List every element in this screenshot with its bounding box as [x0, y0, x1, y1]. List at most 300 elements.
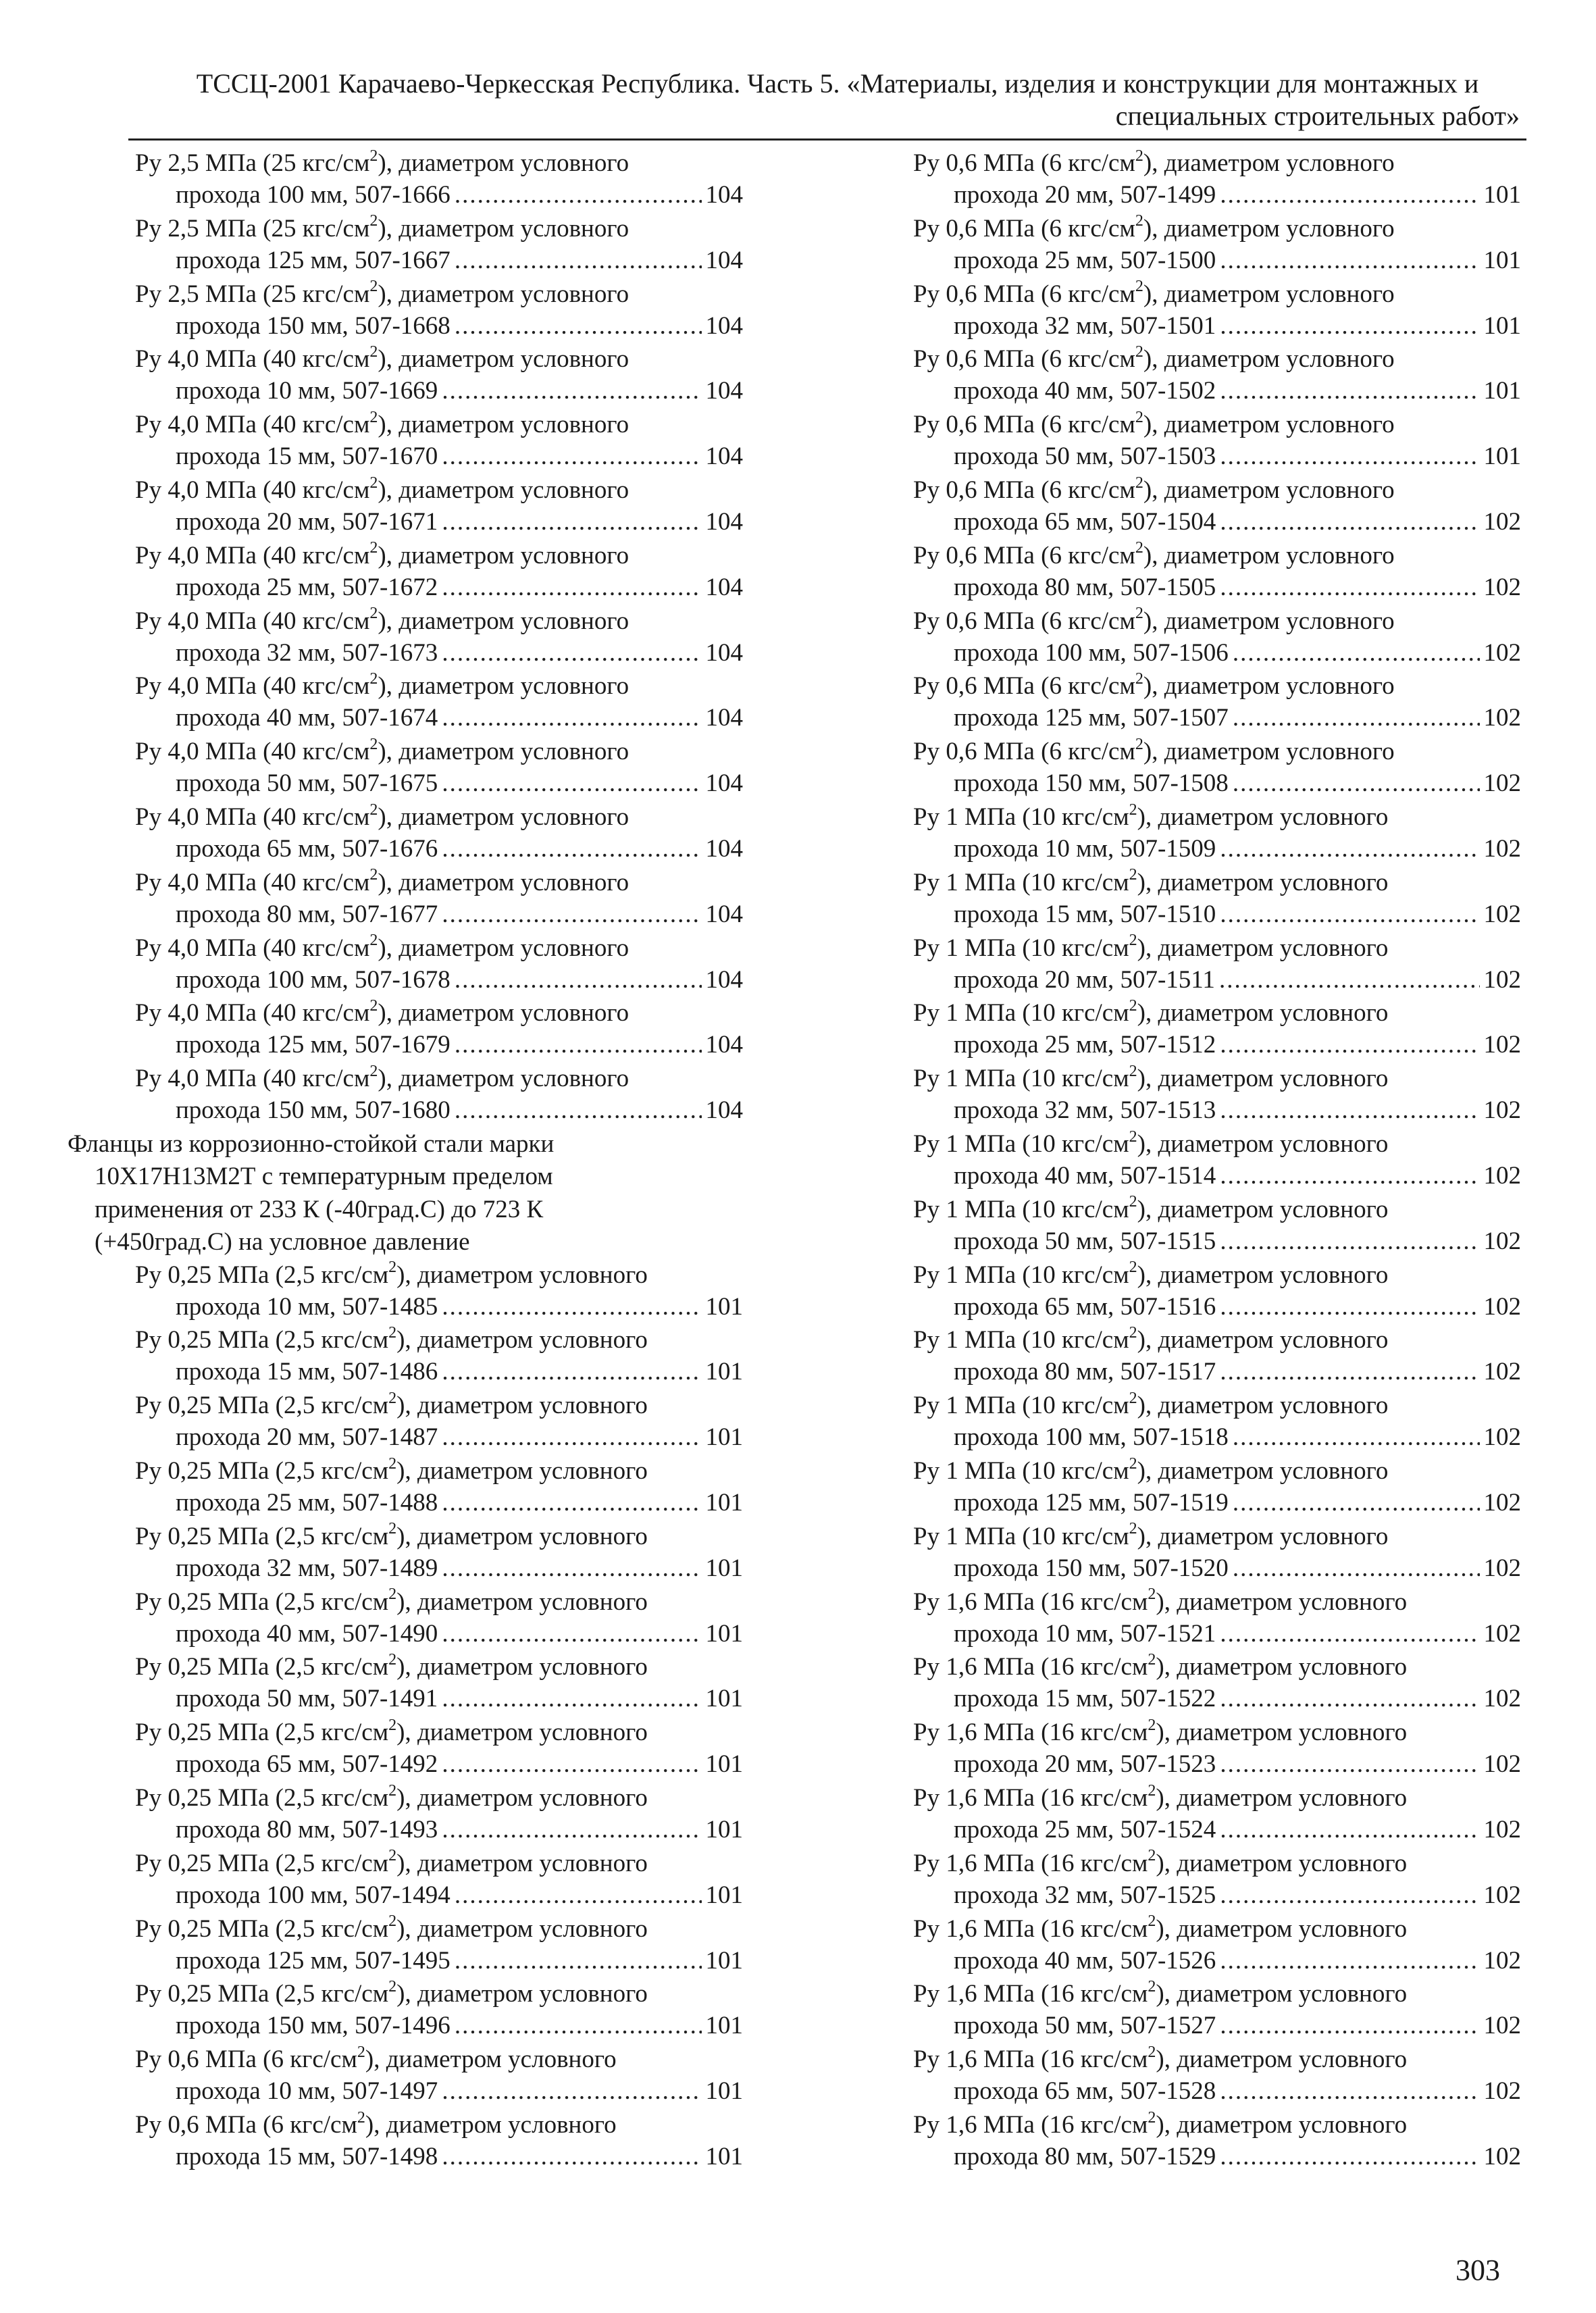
- entry-pressure: Ру 0,6 МПа (6 кгс/см: [913, 149, 1135, 177]
- entry-pressure-line: [913, 474, 1395, 507]
- superscript-2: 2: [357, 2108, 365, 2127]
- entry-page-ref: 102: [1483, 1096, 1521, 1125]
- superscript-2: 2: [1135, 474, 1143, 492]
- entry-diameter-text: ), диаметром условного: [1137, 1065, 1389, 1093]
- index-entry: [68, 1063, 743, 1128]
- entry-diameter-text: ), диаметром условного: [378, 1065, 629, 1093]
- entry-pressure-line: [913, 1063, 1388, 1095]
- entry-pressure-line: [135, 1978, 648, 2010]
- index-entry: [913, 867, 1521, 932]
- entry-diameter-text: ), диаметром условного: [1137, 1522, 1389, 1550]
- entry-size-code: прохода 20 мм, 507-1499: [954, 181, 1216, 209]
- superscript-2: 2: [369, 932, 378, 950]
- index-entry: [68, 2043, 743, 2109]
- entry-diameter-text: ), диаметром условного: [1143, 149, 1395, 177]
- entry-size-line: [954, 1814, 1521, 1846]
- index-entry: [913, 997, 1521, 1063]
- entry-pressure-line: [913, 1782, 1407, 1814]
- superscript-2: 2: [369, 408, 378, 426]
- entry-size-line: [954, 898, 1521, 931]
- entry-pressure: Ру 1,6 МПа (16 кгс/см: [913, 2045, 1148, 2074]
- entry-size-line: [954, 1618, 1521, 1650]
- index-entry: [68, 540, 743, 605]
- superscript-2: 2: [388, 1585, 397, 1604]
- entry-page-ref: 102: [1483, 834, 1521, 863]
- entry-size-code: прохода 150 мм, 507-1508: [954, 769, 1229, 798]
- entry-page-ref: 102: [1483, 769, 1521, 798]
- entry-page-ref: 102: [1483, 704, 1521, 732]
- entry-page-ref: 101: [705, 1619, 743, 1648]
- superscript-2: 2: [369, 539, 378, 557]
- dot-leader: [442, 767, 701, 800]
- entry-pressure: Ру 0,6 МПа (6 кгс/см: [913, 476, 1135, 504]
- entry-pressure-line: [135, 801, 629, 834]
- entry-diameter-text: ), диаметром условного: [1156, 1653, 1408, 1681]
- superscript-2: 2: [1135, 343, 1143, 361]
- entry-pressure-line: [135, 1913, 648, 1946]
- entry-size-line: [954, 1029, 1521, 1061]
- entry-diameter-text: ), диаметром условного: [378, 672, 629, 701]
- dot-leader: [442, 1487, 701, 1519]
- index-entry: [913, 1521, 1521, 1586]
- entry-pressure-line: [913, 1390, 1388, 1422]
- index-entry: [68, 1259, 743, 1325]
- entry-pressure-line: [913, 2043, 1407, 2076]
- superscript-2: 2: [357, 2043, 365, 2061]
- entry-size-line: [176, 1618, 743, 1650]
- entry-diameter-text: ), диаметром условного: [378, 411, 629, 439]
- entry-size-line: [176, 702, 743, 734]
- entry-size-line: [176, 898, 743, 931]
- dot-leader: [1220, 1879, 1479, 1912]
- entry-diameter-text: ), диаметром условного: [1143, 411, 1395, 439]
- entry-size-line: [176, 1421, 743, 1454]
- entry-size-code: прохода 80 мм, 507-1529: [954, 2142, 1216, 2170]
- superscript-2: 2: [1129, 1127, 1137, 1146]
- dot-leader: [1220, 179, 1479, 211]
- entry-size-code: прохода 65 мм, 507-1516: [954, 1292, 1216, 1321]
- dot-leader: [455, 964, 702, 996]
- entry-pressure: Ру 0,25 МПа (2,5 кгс/см: [135, 1392, 389, 1420]
- dot-leader: [1220, 1160, 1479, 1192]
- entry-pressure-line: [135, 1521, 648, 1553]
- entry-page-ref: 102: [1483, 1750, 1521, 1779]
- entry-size-line: [176, 1356, 743, 1388]
- entry-page-ref: 102: [1483, 1619, 1521, 1648]
- entry-page-ref: 101: [705, 1750, 743, 1779]
- index-entry: [913, 2109, 1521, 2175]
- superscript-2: 2: [388, 1912, 397, 1931]
- dot-leader: [1220, 310, 1479, 342]
- entry-pressure: Ру 1,6 МПа (16 кгс/см: [913, 1849, 1148, 1877]
- entry-size-line: [954, 2141, 1521, 2173]
- dot-leader: [442, 375, 701, 407]
- entry-page-ref: 102: [1483, 1881, 1521, 1909]
- index-entry: [913, 540, 1521, 605]
- index-entry: [68, 409, 743, 474]
- entry-pressure-line: [135, 474, 629, 507]
- superscript-2: 2: [388, 1651, 397, 1669]
- entry-pressure-line: [913, 1521, 1388, 1553]
- superscript-2: 2: [1129, 800, 1137, 819]
- superscript-2: 2: [1129, 1454, 1137, 1473]
- dot-leader: [1220, 571, 1479, 604]
- superscript-2: 2: [1135, 212, 1143, 230]
- entry-size-code: прохода 100 мм, 507-1494: [176, 1881, 451, 1909]
- index-entry: [68, 736, 743, 801]
- entry-page-ref: 102: [1483, 1227, 1521, 1255]
- entry-diameter-text: ), диаметром условного: [396, 1980, 648, 2008]
- entry-diameter-text: ), диаметром условного: [378, 999, 629, 1027]
- entry-page-ref: 104: [705, 377, 743, 405]
- entry-diameter-text: ), диаметром условного: [378, 868, 629, 896]
- index-entry: [913, 1455, 1521, 1521]
- index-entry: [68, 1848, 743, 1913]
- entry-diameter-text: ), диаметром условного: [396, 1261, 648, 1289]
- entry-page-ref: 101: [705, 1881, 743, 1909]
- dot-leader: [442, 833, 701, 865]
- entry-page-ref: 104: [705, 900, 743, 928]
- entry-pressure: Ру 2,5 МПа (25 кгс/см: [135, 214, 370, 243]
- entry-diameter-text: ), диаметром условного: [1156, 1914, 1408, 1943]
- right-column: [913, 147, 1521, 2175]
- entry-pressure: Ру 1 МПа (10 кгс/см: [913, 1456, 1129, 1485]
- left-entries-b: [68, 1259, 743, 2175]
- superscript-2: 2: [1135, 670, 1143, 688]
- entry-diameter-text: ), диаметром условного: [1137, 1261, 1389, 1289]
- dot-leader: [455, 310, 702, 342]
- entry-page-ref: 102: [1483, 573, 1521, 601]
- entry-pressure: Ру 0,6 МПа (6 кгс/см: [913, 345, 1135, 374]
- entry-diameter-text: ), диаметром условного: [1156, 1980, 1408, 2008]
- entry-pressure: Ру 1,6 МПа (16 кгс/см: [913, 1783, 1148, 1812]
- index-entry: [913, 1063, 1521, 1128]
- dot-leader: [1233, 1487, 1480, 1519]
- dot-leader: [455, 245, 702, 277]
- index-entry: [913, 2043, 1521, 2109]
- entry-pressure: Ру 0,6 МПа (6 кгс/см: [913, 738, 1135, 766]
- entry-size-line: [954, 833, 1521, 865]
- index-entry: [68, 1978, 743, 2043]
- entry-size-line: [176, 1029, 743, 1061]
- entry-size-line: [954, 1225, 1521, 1258]
- index-entry: [913, 1782, 1521, 1848]
- superscript-2: 2: [1148, 1651, 1156, 1669]
- superscript-2: 2: [1129, 1520, 1137, 1538]
- entry-pressure: Ру 0,25 МПа (2,5 кгс/см: [135, 1914, 389, 1943]
- dot-leader: [1233, 702, 1480, 734]
- entry-size-line: [954, 1945, 1521, 1977]
- entry-pressure: Ру 0,6 МПа (6 кгс/см: [913, 607, 1135, 635]
- entry-pressure: Ру 1,6 МПа (16 кгс/см: [913, 1719, 1148, 1747]
- superscript-2: 2: [1135, 408, 1143, 426]
- entry-diameter-text: ), диаметром условного: [1137, 803, 1389, 831]
- entry-page-ref: 101: [705, 1685, 743, 1713]
- entry-pressure-line: [135, 1651, 648, 1683]
- entry-diameter-text: ), диаметром условного: [1137, 1326, 1389, 1354]
- dot-leader: [455, 179, 702, 211]
- superscript-2: 2: [388, 1520, 397, 1538]
- entry-pressure: Ру 4,0 МПа (40 кгс/см: [135, 345, 370, 374]
- dot-leader: [442, 1748, 701, 1781]
- left-column: [68, 147, 743, 2175]
- index-entry: [913, 1259, 1521, 1325]
- entry-diameter-text: ), диаметром условного: [1143, 738, 1395, 766]
- header-line-2: специальных строительных работ»: [1115, 101, 1520, 131]
- entry-pressure-line: [913, 1848, 1407, 1880]
- entry-diameter-text: ), диаметром условного: [396, 1653, 648, 1681]
- entry-page-ref: 101: [1483, 181, 1521, 209]
- entry-size-code: прохода 10 мм, 507-1521: [954, 1619, 1216, 1648]
- entry-page-ref: 101: [1483, 311, 1521, 340]
- entry-diameter-text: ), диаметром условного: [1137, 934, 1389, 962]
- superscript-2: 2: [1129, 1324, 1137, 1342]
- dot-leader: [1220, 1814, 1479, 1846]
- dot-leader: [1220, 1225, 1479, 1258]
- entry-pressure: Ру 0,25 МПа (2,5 кгс/см: [135, 1261, 389, 1289]
- superscript-2: 2: [1148, 2108, 1156, 2127]
- superscript-2: 2: [1135, 539, 1143, 557]
- superscript-2: 2: [1129, 1062, 1137, 1080]
- entry-diameter-text: ), диаметром условного: [378, 803, 629, 831]
- entry-pressure: Ру 1,6 МПа (16 кгс/см: [913, 2110, 1148, 2139]
- entry-diameter-text: ), диаметром условного: [378, 541, 629, 569]
- entry-size-code: прохода 150 мм, 507-1668: [176, 311, 451, 340]
- entry-size-code: прохода 15 мм, 507-1486: [176, 1358, 438, 1386]
- dot-leader: [1220, 1618, 1479, 1650]
- entry-size-code: прохода 32 мм, 507-1513: [954, 1096, 1216, 1125]
- entry-pressure-line: [135, 1390, 648, 1422]
- entry-size-line: [176, 440, 743, 473]
- entry-pressure-line: [135, 147, 629, 180]
- entry-page-ref: 102: [1483, 1292, 1521, 1321]
- entry-size-code: прохода 25 мм, 507-1512: [954, 1031, 1216, 1059]
- entry-size-code: прохода 150 мм, 507-1680: [176, 1096, 451, 1125]
- index-entry: [913, 213, 1521, 278]
- entry-diameter-text: ), диаметром условного: [396, 1392, 648, 1420]
- index-entry: [913, 670, 1521, 736]
- index-entry: [68, 1913, 743, 1979]
- entry-page-ref: 102: [1483, 2077, 1521, 2106]
- entry-page-ref: 104: [705, 573, 743, 601]
- superscript-2: 2: [369, 212, 378, 230]
- entry-pressure-line: [135, 213, 629, 245]
- entry-diameter-text: ), диаметром условного: [1137, 1456, 1389, 1485]
- entry-page-ref: 104: [705, 311, 743, 340]
- index-entry: [68, 867, 743, 932]
- superscript-2: 2: [369, 474, 378, 492]
- entry-pressure: Ру 0,25 МПа (2,5 кгс/см: [135, 1456, 389, 1485]
- entry-diameter-text: ), диаметром условного: [1156, 2045, 1408, 2074]
- entry-diameter-text: ), диаметром условного: [378, 738, 629, 766]
- entry-pressure-line: [913, 1259, 1388, 1292]
- superscript-2: 2: [388, 1454, 397, 1473]
- entry-page-ref: 101: [705, 2077, 743, 2106]
- entry-pressure-line: [135, 1848, 648, 1880]
- superscript-2: 2: [388, 1389, 397, 1407]
- entry-page-ref: 102: [1483, 1685, 1521, 1713]
- entry-pressure: Ру 0,25 МПа (2,5 кгс/см: [135, 1783, 389, 1812]
- entry-diameter-text: ), диаметром условного: [396, 1326, 648, 1354]
- entry-diameter-text: ), диаметром условного: [1156, 2110, 1408, 2139]
- entry-page-ref: 102: [1483, 2142, 1521, 2170]
- superscript-2: 2: [1148, 1781, 1156, 1800]
- superscript-2: 2: [388, 1259, 397, 1277]
- index-entry: [68, 147, 743, 213]
- entry-pressure: Ру 1,6 МПа (16 кгс/см: [913, 1914, 1148, 1943]
- entry-size-code: прохода 50 мм, 507-1503: [954, 442, 1216, 471]
- dot-leader: [1220, 1094, 1479, 1127]
- index-entry: [68, 605, 743, 671]
- dot-leader: [455, 1945, 702, 1977]
- entry-size-code: прохода 15 мм, 507-1522: [954, 1685, 1216, 1713]
- entry-size-line: [954, 2075, 1521, 2108]
- index-entry: [913, 801, 1521, 867]
- entry-diameter-text: ), диаметром условного: [1137, 1129, 1389, 1158]
- entry-pressure-line: [135, 2109, 617, 2141]
- entry-pressure: Ру 0,6 МПа (6 кгс/см: [913, 541, 1135, 569]
- entry-pressure: Ру 4,0 МПа (40 кгс/см: [135, 934, 370, 962]
- superscript-2: 2: [1129, 1259, 1137, 1277]
- entry-size-code: прохода 15 мм, 507-1670: [176, 442, 438, 471]
- dot-leader: [1220, 1029, 1479, 1061]
- entry-size-code: прохода 10 мм, 507-1485: [176, 1292, 438, 1321]
- entry-size-code: прохода 10 мм, 507-1509: [954, 834, 1216, 863]
- entry-diameter-text: ), диаметром условного: [1156, 1719, 1408, 1747]
- entry-size-code: прохода 65 мм, 507-1676: [176, 834, 438, 863]
- entry-size-code: прохода 80 мм, 507-1677: [176, 900, 438, 928]
- index-entry: [68, 801, 743, 867]
- dot-leader: [1220, 1291, 1479, 1323]
- entry-size-code: прохода 32 мм, 507-1501: [954, 311, 1216, 340]
- superscript-2: 2: [1135, 278, 1143, 296]
- entry-size-code: прохода 65 мм, 507-1504: [954, 507, 1216, 536]
- entry-size-code: прохода 10 мм, 507-1669: [176, 377, 438, 405]
- entry-size-code: прохода 25 мм, 507-1500: [954, 246, 1216, 274]
- entry-diameter-text: ), диаметром условного: [378, 476, 629, 504]
- superscript-2: 2: [369, 278, 378, 296]
- dot-leader: [442, 1421, 701, 1454]
- entry-pressure: Ру 1,6 МПа (16 кгс/см: [913, 1587, 1148, 1616]
- entry-size-line: [954, 2010, 1521, 2042]
- entry-page-ref: 104: [705, 638, 743, 667]
- dot-leader: [1233, 1421, 1480, 1454]
- entry-page-ref: 104: [705, 1031, 743, 1059]
- entry-size-line: [176, 571, 743, 604]
- entry-pressure-line: [913, 1913, 1407, 1946]
- entry-pressure-line: [913, 540, 1395, 572]
- entry-pressure: Ру 0,6 МПа (6 кгс/см: [913, 280, 1135, 308]
- index-entry: [913, 932, 1521, 998]
- right-entries: [913, 147, 1521, 2175]
- entry-size-code: прохода 20 мм, 507-1523: [954, 1750, 1216, 1779]
- superscript-2: 2: [369, 735, 378, 753]
- entry-pressure: Ру 4,0 МПа (40 кгс/см: [135, 411, 370, 439]
- dot-leader: [1220, 440, 1479, 473]
- entry-pressure: Ру 2,5 МПа (25 кгс/см: [135, 280, 370, 308]
- entry-pressure-line: [135, 1063, 629, 1095]
- entry-page-ref: 101: [705, 1946, 743, 1975]
- entry-pressure: Ру 1,6 МПа (16 кгс/см: [913, 1980, 1148, 2008]
- entry-size-line: [954, 1160, 1521, 1192]
- entry-pressure-line: [913, 605, 1395, 638]
- entry-pressure-line: [135, 278, 629, 311]
- entry-diameter-text: ), диаметром условного: [1143, 476, 1395, 504]
- entry-pressure: Ру 1 МПа (10 кгс/см: [913, 868, 1129, 896]
- entry-diameter-text: ), диаметром условного: [396, 1719, 648, 1747]
- entry-diameter-text: ), диаметром условного: [1137, 1195, 1389, 1223]
- entry-size-code: прохода 80 мм, 507-1493: [176, 1815, 438, 1844]
- entry-size-line: [954, 506, 1521, 538]
- superscript-2: 2: [388, 1977, 397, 1996]
- entry-size-line: [176, 2010, 743, 2042]
- entry-size-code: прохода 100 мм, 507-1678: [176, 965, 451, 994]
- entry-pressure: Ру 4,0 МПа (40 кгс/см: [135, 607, 370, 635]
- entry-size-code: прохода 40 мм, 507-1490: [176, 1619, 438, 1648]
- entry-pressure-line: [913, 867, 1388, 899]
- dot-leader: [442, 702, 701, 734]
- entry-size-line: [176, 637, 743, 669]
- index-entry: [68, 278, 743, 344]
- entry-diameter-text: ), диаметром условного: [396, 1587, 648, 1616]
- entry-pressure: Ру 1 МПа (10 кгс/см: [913, 1392, 1129, 1420]
- entry-pressure: Ру 1 МПа (10 кгс/см: [913, 1195, 1129, 1223]
- entry-pressure-line: [913, 278, 1395, 311]
- index-entry: [68, 932, 743, 998]
- entry-pressure: Ру 1 МПа (10 кгс/см: [913, 1326, 1129, 1354]
- entry-size-line: [176, 2141, 743, 2173]
- entry-page-ref: 101: [1483, 442, 1521, 471]
- superscript-2: 2: [388, 1781, 397, 1800]
- dot-leader: [1233, 637, 1480, 669]
- dot-leader: [1220, 2141, 1479, 2173]
- entry-size-line: [176, 1748, 743, 1781]
- entry-diameter-text: ), диаметром условного: [378, 607, 629, 635]
- entry-size-code: прохода 20 мм, 507-1487: [176, 1423, 438, 1452]
- index-entry: [913, 1848, 1521, 1913]
- dot-leader: [442, 571, 701, 604]
- entry-size-code: прохода 15 мм, 507-1510: [954, 900, 1216, 928]
- dot-leader: [442, 1683, 701, 1715]
- superscript-2: 2: [369, 866, 378, 884]
- dot-leader: [455, 1029, 702, 1061]
- entry-pressure-line: [913, 2109, 1407, 2141]
- entry-size-code: прохода 50 мм, 507-1675: [176, 769, 438, 798]
- entry-size-code: прохода 32 мм, 507-1525: [954, 1881, 1216, 1909]
- entry-size-code: прохода 40 мм, 507-1526: [954, 1946, 1216, 1975]
- entry-diameter-text: ), диаметром условного: [1156, 1587, 1408, 1616]
- entry-pressure: Ру 0,25 МПа (2,5 кгс/см: [135, 1326, 389, 1354]
- entry-size-code: прохода 32 мм, 507-1489: [176, 1554, 438, 1582]
- entry-page-ref: 102: [1483, 965, 1521, 994]
- index-entry: [913, 1978, 1521, 2043]
- entry-pressure-line: [135, 1324, 648, 1356]
- entry-size-code: прохода 50 мм, 507-1491: [176, 1685, 438, 1713]
- superscript-2: 2: [388, 1716, 397, 1734]
- entry-size-code: прохода 40 мм, 507-1674: [176, 704, 438, 732]
- entry-pressure-line: [913, 213, 1395, 245]
- dot-leader: [1220, 506, 1479, 538]
- entry-pressure-line: [135, 736, 629, 768]
- entry-page-ref: 102: [1483, 1358, 1521, 1386]
- index-entry: [68, 1324, 743, 1390]
- superscript-2: 2: [369, 605, 378, 623]
- index-entry: [913, 1324, 1521, 1390]
- dot-leader: [1220, 1945, 1479, 1977]
- entry-diameter-text: ), диаметром условного: [378, 345, 629, 374]
- entry-page-ref: 102: [1483, 1423, 1521, 1452]
- dot-leader: [1220, 245, 1479, 277]
